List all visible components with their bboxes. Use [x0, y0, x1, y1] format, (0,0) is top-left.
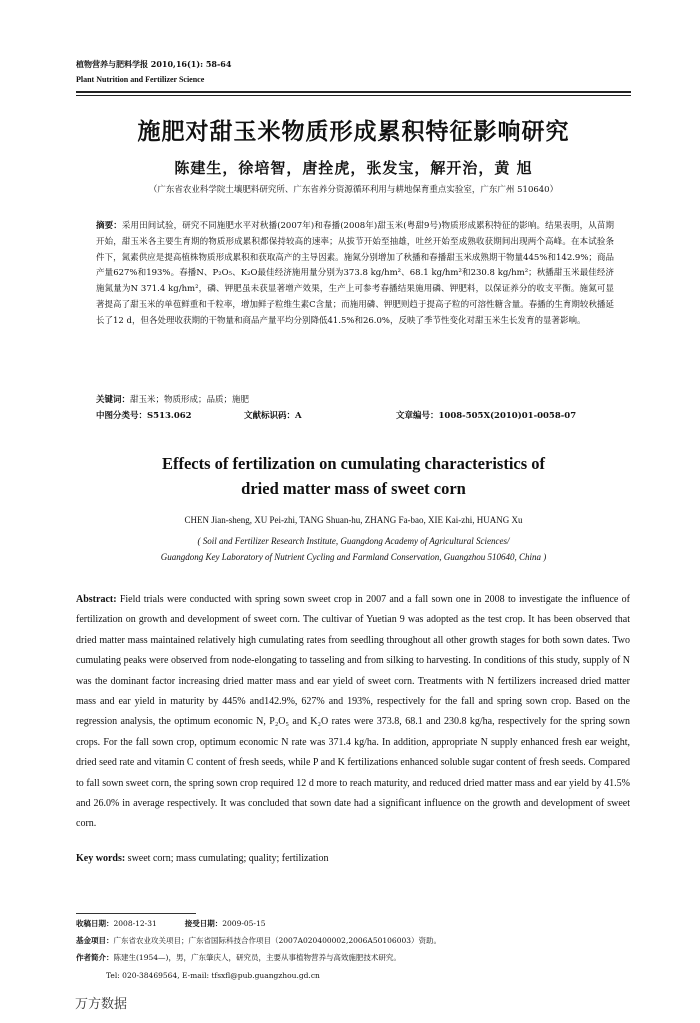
journal-header-cn: 植物营养与肥料学报 2010,16(1): 58-64 — [76, 59, 232, 69]
authors-cn: 陈建生，徐培智，唐拴虎，张发宝，解开治，黄 旭 — [174, 159, 533, 177]
title-en-line1: Effects of fertilization on cumulating characteristics of — [161, 454, 546, 473]
keywords-en-text: sweet corn; mass cumulating; quality; fertilization — [125, 853, 329, 864]
document-code: 文献标识码：A — [244, 411, 302, 421]
abstract-cn-text: 采用田间试验，研究不同施肥水平对秋播(2007年)和春播(2008年)甜玉米(粤甜9号)物质形成累积特征的影响。结果表明，从苗期开始，甜玉米各主要生育期的物质形成累积都保持较高的速率；从拔节开始至抽雄，吐丝开始至成熟收获期间出现两个高峰。在本试验条件下，氮素供应是提高植株物质形成累积和获取高产的主导因素。施氮分别增加了秋播和春播甜玉米成熟期干物量445%和142.9%；商品产量627%和193%。春播N、P₂O₅、K₂O最佳经济施用量分别为373.8 kg/hm²、68.1 kg/hm²和230.8 kg/hm²；秋播甜玉米最佳经济施氮量为N 371.4 kg/hm²，磷、钾肥虽未获显著增产效果，生产上可参考春播结果施用磷、钾肥料，以保证养分的收支平衡。施氮可显著提高了甜玉米的单苞鲜重和千粒率，增加鲜子粒维生素C含量；而施用磷、钾肥则趋于提高子粒的可溶性糖含量。春播的生育期较秋播延长了12 d，但各处理收获期的干物量和商品产量平均分别降低41.5%和26.0%，反映了季节性变化对甜玉米生长发育的显著影响。 — [96, 221, 614, 326]
keywords-cn — [96, 393, 249, 407]
affiliation-en — [76, 533, 631, 565]
authors-en: CHEN Jian-sheng, XU Pei-zhi, TANG Shuan-hu, ZHANG Fa-bao, XIE Kai-zhi, HUANG Xu — [184, 515, 523, 525]
footnote-funding: 基金项目：广东省农业攻关项目；广东省国际科技合作项目（2007A020400002,2006A50106003）资助。 — [76, 936, 442, 945]
keywords-en-label: Key words: — [76, 853, 126, 864]
keywords-en — [76, 853, 328, 864]
header-rule-thick — [76, 91, 631, 93]
article-number: 文章编号：1008-505X(2010)01-0058-07 — [396, 411, 577, 421]
footnote-author: 作者简介：陈建生(1954—)，男，广东肇庆人，研究员，主要从事植物营养与高效施肥技术研究。 — [76, 953, 401, 962]
abstract-cn-label: 摘要： — [96, 221, 122, 231]
abstract-en-label: Abstract: — [76, 594, 117, 605]
keywords-cn-text: 甜玉米；物质形成；品质；施肥 — [130, 395, 250, 405]
abstract-en-text: Field trials were conducted with spring sown sweet crop in 2007 and a fall sown one in 2008 to investigate the influence of fertilization on growth and development of sweet corn. The cultivar of Yuetian 9 was adopted as the test crop. It has been observed that dried matter mass maintained relatively high cumulating rates from seedling throughout all other growth stages for both sown dates. Two cumulating peaks were observed from node-elongating to tasseling and from silking to harvesting. In conditions of this study, supply of N was the dominant factor increasing dried matter mass and ear yield of sweet corn. Treatments with N fertilizers increased dried matter mass and ear yield in maturity by 445% and142.9%, 627% and 193%, respectively for the fall and spring sown crop. Based on the regression analysis, the optimum economic N, P₂O₅ and K₂O rates were 373.8, 68.1 and 230.8 kg/ha, respectively for the spring sown crops. For the fall sown crop, optimum economic N rate was 371.4 kg/ha. In addition, appropriate N supply enhanced fresh ear weight, dried seed rate and vitamin C content of fresh seeds, while P and K fertilizations enhanced soluble sugar content of fresh seeds. Compared to fall sown sweet corn, the spring sown crop required 12 d more to reach maturity, and reduced dried matter mass and ear yield by 41.5% and 26.0% in average respectively. It was concluded that sown date had a significant influence on the growth and development of sweet corn. — [76, 594, 630, 830]
journal-header-en: Plant Nutrition and Fertilizer Science — [76, 75, 205, 84]
affiliation-cn: （广东省农业科学院土壤肥料研究所、广东省养分资源循环利用与耕地保育重点实验室，广东广州 510640） — [148, 185, 559, 195]
affiliation-en-line2: Guangdong Key Laboratory of Nutrient Cycling and Farmland Conservation, Guangzhou 510640, China ) — [160, 552, 547, 562]
affiliation-en-line1: ( Soil and Fertilizer Research Institute, Guangdong Academy of Agricultural Sciences/ — [197, 536, 510, 546]
footnote-rule — [76, 913, 196, 914]
paper-title-en — [76, 451, 631, 501]
keywords-cn-label: 关键词： — [96, 395, 131, 405]
header-rule-thin — [76, 95, 631, 96]
footnote-dates: 收稿日期：2008-12-31 接受日期：2009-05-15 — [76, 919, 266, 928]
clc-number: 中图分类号：S513.062 — [96, 411, 192, 421]
footnote-contact: Tel: 020-38469564, E-mail: tfsxfl@pub.guangzhou.gd.cn — [106, 971, 320, 980]
abstract-cn — [96, 219, 614, 330]
paper-title-cn: 施肥对甜玉米物质形成累积特征影响研究 — [137, 118, 570, 145]
title-en-line2: dried matter mass of sweet corn — [241, 479, 466, 498]
watermark: 万方数据 — [75, 997, 128, 1012]
abstract-en — [76, 590, 630, 835]
